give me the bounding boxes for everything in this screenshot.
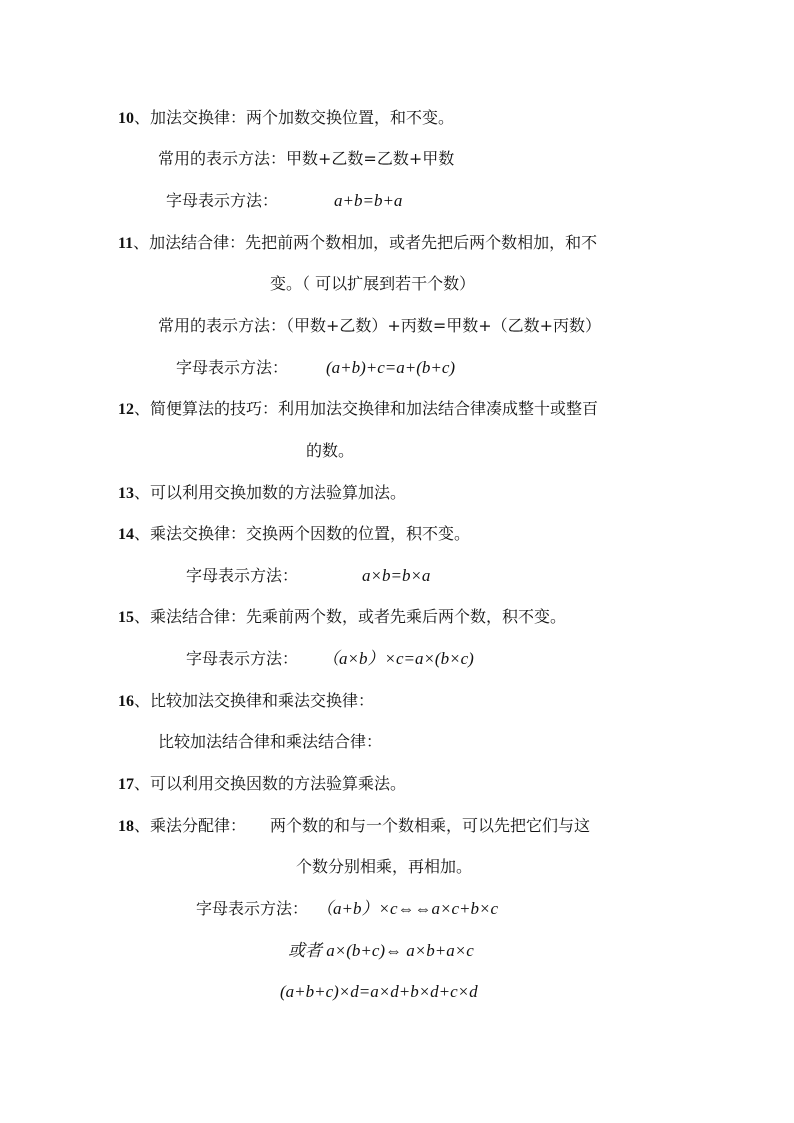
item-11-letter-label: 字母表示方法： — [176, 358, 289, 377]
item-18-letter-formula: （a+b）×c⇔⇔a×c+b×c — [316, 899, 498, 918]
item-text: 比较加法交换律和乘法交换律： — [150, 691, 375, 710]
item-18-letter-label: 字母表示方法： — [196, 899, 309, 918]
item-10-common-form: 常用的表示方法：甲数+乙数=乙数+甲数 — [158, 149, 455, 168]
item-17 — [118, 773, 406, 795]
item-11-continuation: 变。（ 可以扩展到若干个数） — [270, 274, 476, 293]
item-text: 加法结合律：先把前两个数相加，或者先把后两个数相加，和不 — [149, 233, 598, 252]
item-14-letter-formula: a×b=b×a — [362, 566, 431, 585]
item-11-common-form: 常用的表示方法：（甲数+乙数）+丙数=甲数+（乙数+丙数） — [158, 316, 602, 335]
item-text: 简便算法的技巧：利用加法交换律和加法结合律凑成整十或整百 — [150, 399, 599, 418]
item-12 — [118, 398, 598, 420]
item-number: 11 — [118, 235, 134, 252]
item-text: 可以利用交换因数的方法验算乘法。 — [150, 774, 407, 793]
item-separator: 、 — [134, 607, 151, 626]
item-15-letter-formula: （a×b）×c=a×(b×c) — [322, 649, 474, 668]
item-18-extended-formula: (a+b+c)×d=a×d+b×d+c×d — [280, 982, 478, 1001]
item-number: 10 — [118, 110, 134, 127]
item-18-continuation: 个数分别相乘，再相加。 — [296, 857, 473, 876]
item-separator: 、 — [134, 483, 151, 502]
item-10-letter-formula: a+b=b+a — [334, 191, 403, 210]
item-14 — [118, 523, 470, 545]
item-text: 乘法交换律：交换两个因数的位置，积不变。 — [150, 524, 471, 543]
item-number: 12 — [118, 401, 134, 418]
item-number: 17 — [118, 776, 134, 793]
item-18 — [118, 815, 590, 837]
item-18-alternative-formula: 或者 a×(b+c)⇔ a×b+a×c — [288, 941, 474, 960]
item-text: 乘法分配律： 两个数的和与一个数相乘，可以先把它们与这 — [150, 816, 591, 835]
item-separator: 、 — [133, 233, 150, 252]
item-13 — [118, 482, 406, 504]
item-number: 14 — [118, 526, 134, 543]
item-number: 18 — [118, 818, 134, 835]
item-11 — [118, 232, 597, 254]
item-number: 15 — [118, 609, 134, 626]
item-separator: 、 — [134, 691, 151, 710]
item-text: 可以利用交换加数的方法验算加法。 — [150, 483, 407, 502]
item-separator: 、 — [134, 108, 151, 127]
item-separator: 、 — [134, 774, 151, 793]
item-text: 加法交换律：两个加数交换位置，和不变。 — [150, 108, 455, 127]
item-10 — [118, 107, 454, 129]
item-15 — [118, 606, 566, 628]
item-separator: 、 — [134, 816, 151, 835]
item-14-letter-label: 字母表示方法： — [186, 566, 299, 585]
item-text: 乘法结合律：先乘前两个数，或者先乘后两个数，积不变。 — [150, 607, 567, 626]
item-16 — [118, 690, 374, 712]
item-15-letter-label: 字母表示方法： — [186, 649, 299, 668]
item-11-letter-formula: (a+b)+c=a+(b+c) — [326, 358, 456, 377]
item-separator: 、 — [134, 399, 151, 418]
item-number: 16 — [118, 693, 134, 710]
item-number: 13 — [118, 485, 134, 502]
item-12-continuation: 的数。 — [306, 441, 355, 460]
item-separator: 、 — [134, 524, 151, 543]
item-16-subline: 比较加法结合律和乘法结合律： — [158, 732, 383, 751]
item-10-letter-label: 字母表示方法： — [166, 191, 279, 210]
